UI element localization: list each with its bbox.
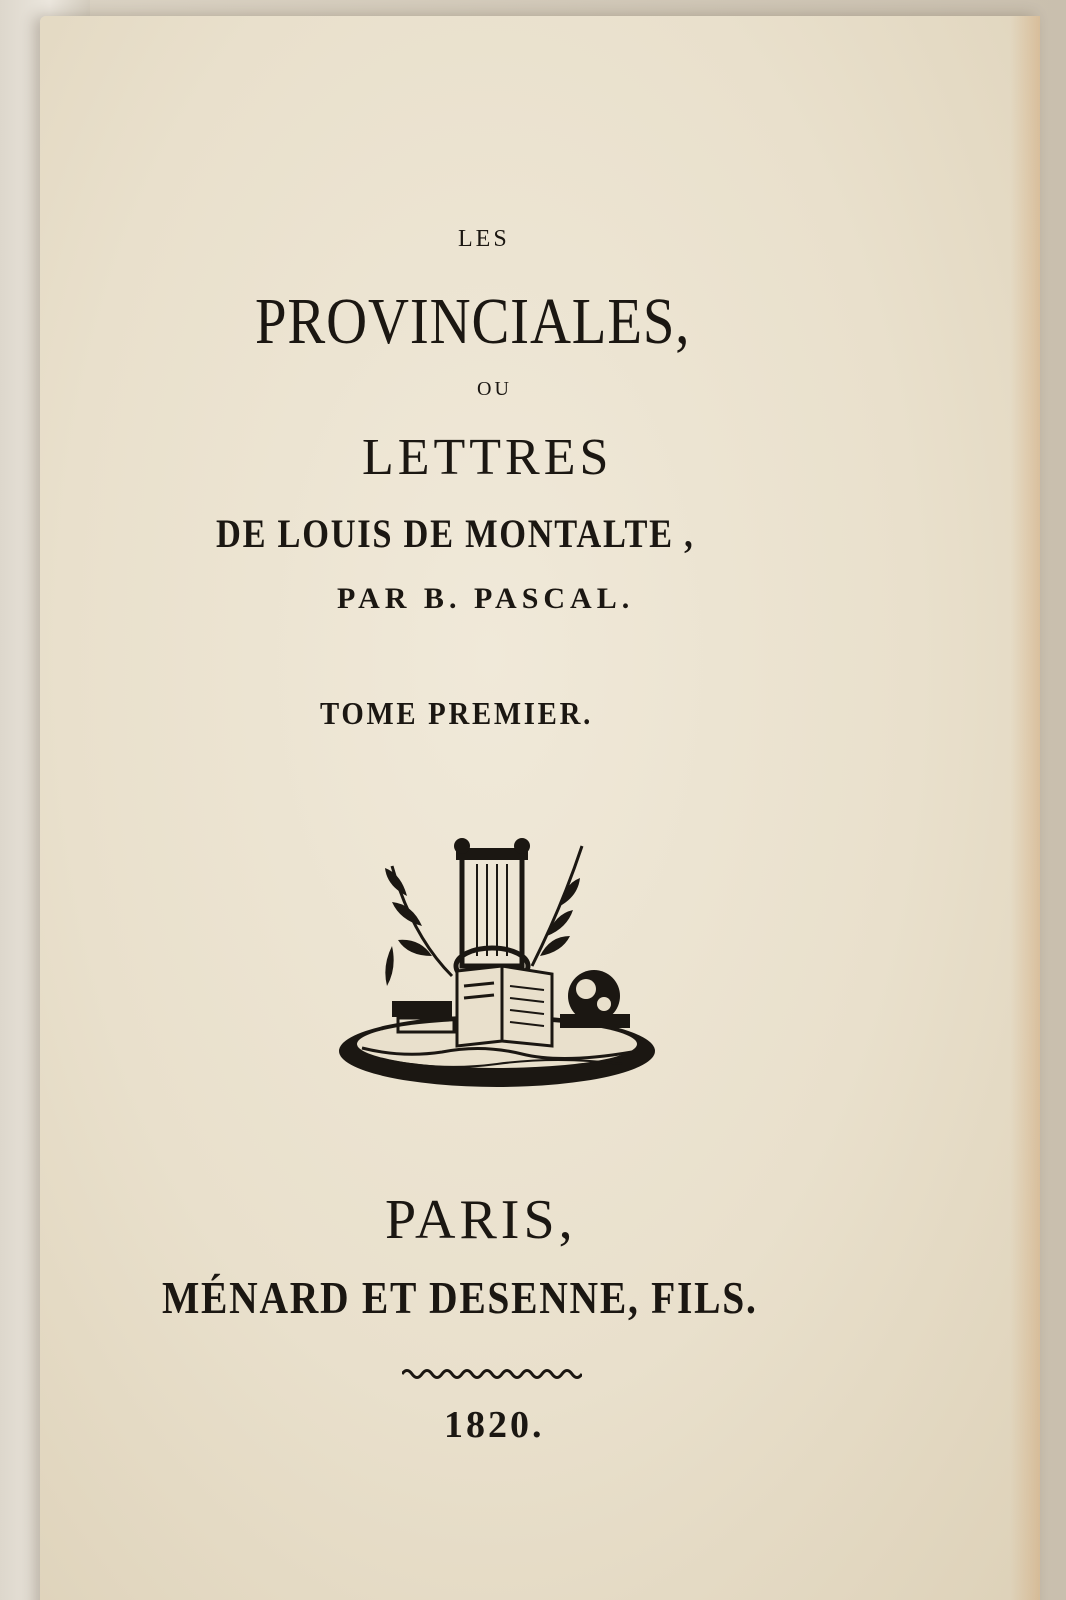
ornamental-rule [402, 1366, 582, 1382]
subtitle-lettres: LETTRES [362, 429, 613, 486]
imprint-year: 1820. [444, 1404, 545, 1446]
volume-line: TOME PREMIER. [320, 695, 593, 731]
lyre-and-books-printers-ornament-icon [332, 826, 662, 1101]
imprint-city: PARIS, [385, 1189, 577, 1251]
imprint-publisher: MÉNARD ET DESENNE, FILS. [162, 1272, 758, 1323]
author-line: PAR B. PASCAL. [337, 582, 635, 615]
main-title: PROVINCIALES, [255, 285, 691, 358]
title-conjunction: OU [477, 378, 512, 400]
subtitle-montalte: DE LOUIS DE MONTALTE , [216, 511, 695, 556]
title-page [40, 16, 1040, 1600]
title-article: LES [458, 226, 510, 252]
